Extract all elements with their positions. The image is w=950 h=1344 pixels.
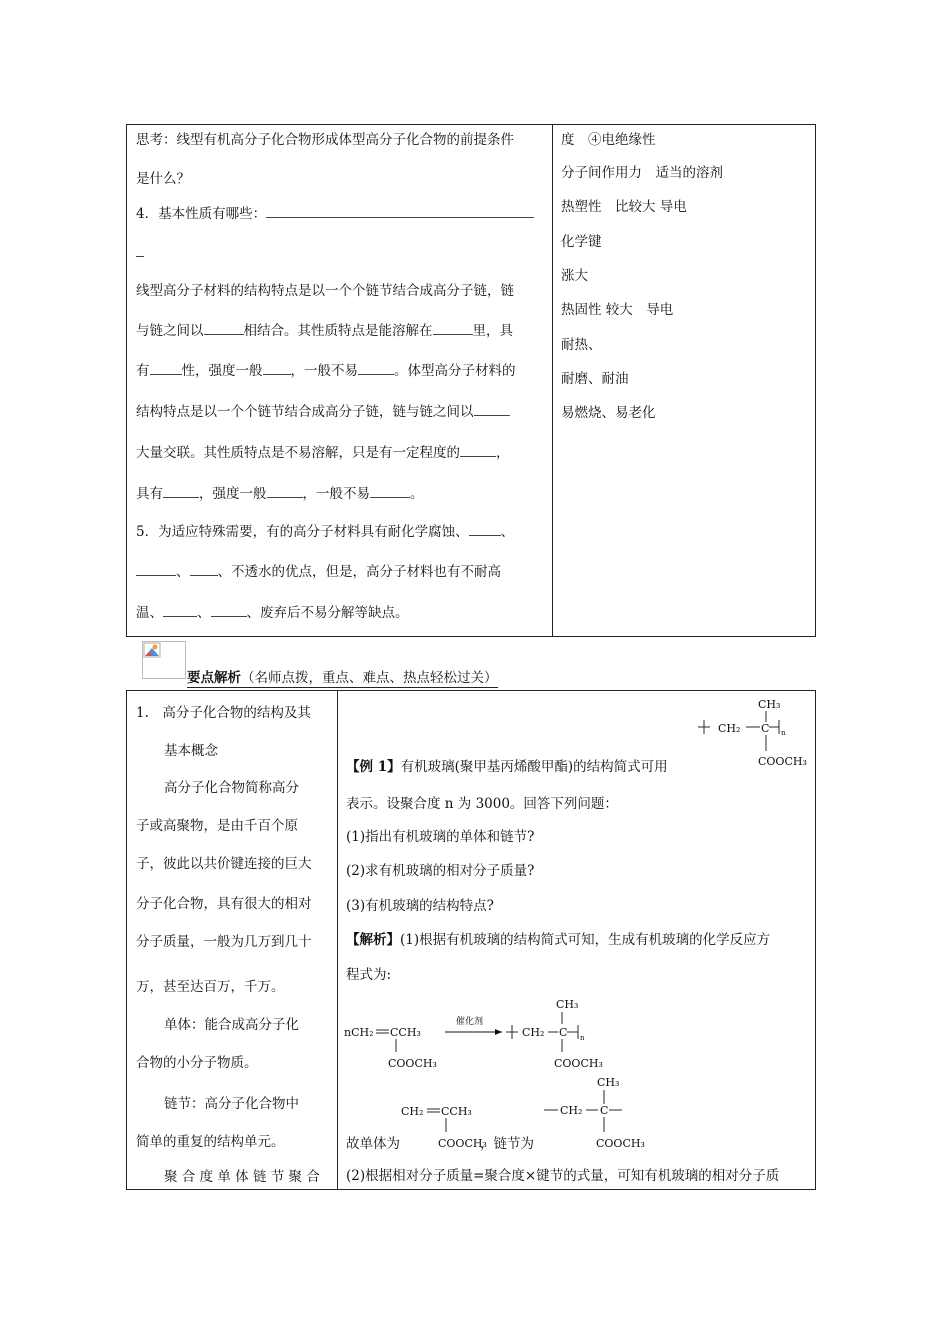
analysis-line: 程式为: [346, 967, 392, 983]
text-span: 性，强度一般 [181, 363, 263, 379]
ch2-label: CH₂ [522, 1026, 545, 1039]
answer-blank [433, 322, 473, 335]
c-label: C [559, 1026, 568, 1039]
concept-line: 分子质量，一般为几万到几十 [136, 934, 312, 950]
concept-line: 链节：高分子化合物中 [164, 1096, 299, 1112]
answer-blank [190, 563, 218, 576]
text-span: ，一般不易 [302, 486, 370, 502]
question-line: (1)指出有机玻璃的单体和链节? [346, 829, 535, 845]
paragraph-line [136, 485, 424, 503]
cooch3-label: COOCH₃ [596, 1137, 645, 1150]
cooch3-label: COOCH₃ [554, 1057, 603, 1070]
text-span: 5．为适应特殊需要，有的高分子材料具有耐化学腐蚀、 [136, 524, 469, 540]
text-span: 里，具 [472, 323, 513, 339]
blank-continuation [136, 244, 144, 262]
answer-line: 热塑性 比较大 导电 [561, 199, 687, 215]
paragraph-line: 线型高分子材料的结构特点是以一个个链节结合成高分子链，链 [136, 283, 514, 299]
text-span: 、 [500, 524, 515, 540]
text-span: 、 [197, 605, 211, 621]
text-span: (1)根据有机玻璃的结构简式可知，生成有机玻璃的化学反应方 [400, 932, 771, 948]
monomer-prefix: 故单体为 [346, 1136, 400, 1152]
paragraph-line [136, 403, 510, 421]
text-span: 相结合。其性质特点是能溶解在 [243, 323, 433, 339]
answer-blank [358, 362, 394, 375]
unit-prefix: ，链节为 [480, 1136, 534, 1152]
ch2-label: CH₂ [560, 1104, 583, 1117]
example-label: 【例 1】 [346, 759, 401, 775]
answer-blank [163, 485, 199, 498]
heading-bold: 要点解析 [187, 670, 241, 686]
text-span: ，一般不易 [290, 363, 358, 379]
answer-blank [474, 403, 510, 416]
paragraph-line [136, 322, 513, 340]
catalyst-label: 催化剂 [456, 1017, 484, 1027]
answer-blank [266, 205, 534, 218]
n-ch2-label: nCH₂ [344, 1026, 374, 1039]
text-span: 、不透水的优点，但是，高分子材料也有不耐高 [217, 564, 501, 580]
answer-line: 热固性 较大 导电 [561, 302, 674, 318]
reaction-equation [342, 992, 642, 1076]
text-span: 与链之间以 [136, 323, 204, 339]
concept-line: 基本概念 [164, 743, 218, 759]
paragraph-line [136, 362, 516, 380]
example-line [346, 758, 668, 776]
top-table [126, 124, 816, 637]
concept-line: 子，彼此以共价键连接的巨大 [136, 856, 312, 872]
basic-properties-label: 4．基本性质有哪些： [136, 206, 267, 222]
ch3-label: CH₃ [597, 1076, 620, 1089]
top-table-divider [552, 124, 553, 637]
answer-blank [469, 523, 501, 536]
text-span: ，强度一般 [199, 486, 267, 502]
text-span: 大量交联。其性质特点是不易溶解，只是有一定程度的 [136, 445, 460, 461]
concept-line: 高分子化合物简称高分 [164, 780, 299, 796]
answer-blank [370, 485, 410, 498]
paragraph-line [136, 563, 501, 581]
text-span: 、 [176, 564, 190, 580]
text-span: 温、 [136, 605, 163, 621]
section-heading [187, 666, 498, 688]
concept-line: 分子化合物，具有很大的相对 [136, 896, 312, 912]
text-span: 、废弃后不易分解等缺点。 [246, 605, 409, 621]
concept-line: 万，甚至达百万，千万。 [136, 979, 285, 995]
ch2-label: CH₂ [718, 722, 741, 735]
concept-line: 聚 合 度 单 体 链 节 聚 合 [164, 1169, 320, 1185]
answer-blank [136, 244, 144, 257]
cooch3-label: COOCH₃ [438, 1137, 487, 1150]
c-label: C [761, 722, 770, 735]
ch3-label: CH₃ [556, 998, 579, 1011]
ch3-label: CH₃ [758, 698, 781, 711]
text-span: ， [496, 445, 510, 461]
example-line: 表示。设聚合度 n 为 3000。回答下列问题： [346, 796, 618, 812]
text-span: 有 [136, 363, 150, 379]
concept-line: 简单的重复的结构单元。 [136, 1134, 285, 1150]
think-question-line-1: 思考：线型有机高分子化合物形成体型高分子化合物的前提条件 [136, 132, 514, 148]
answer-blank [267, 485, 303, 498]
cch3-label: CCH₃ [390, 1026, 421, 1039]
concept-line: 1. 高分子化合物的结构及其 [136, 705, 311, 721]
text-span: 。 [410, 486, 424, 502]
text-span: 具有 [136, 486, 163, 502]
repeat-unit-structure [540, 1072, 660, 1154]
question-line: (2)求有机玻璃的相对分子质量? [346, 863, 535, 879]
text-span: 结构特点是以一个个链节结合成高分子链，链与链之间以 [136, 404, 474, 420]
analysis-label: 【解析】 [346, 932, 400, 948]
cooch3-label: COOCH₃ [388, 1057, 437, 1070]
image-placeholder-icon [142, 641, 186, 679]
answer-line: 耐磨、耐油 [561, 371, 629, 387]
concept-line: 合物的小分子物质。 [136, 1055, 258, 1071]
n-subscript: n [781, 729, 786, 737]
answer-line: 耐热、 [561, 337, 602, 353]
paragraph-line [136, 604, 409, 622]
bottom-table-divider [337, 690, 338, 1190]
text-span: 有机玻璃(聚甲基丙烯酸甲酯)的结构简式可用 [400, 759, 668, 775]
c-label: C [600, 1104, 609, 1117]
n-subscript: n [580, 1034, 585, 1042]
analysis-line [346, 931, 770, 949]
polymer-formula [686, 693, 814, 773]
ch2-label: CH₂ [401, 1105, 424, 1118]
answer-line: 易燃烧、易老化 [561, 405, 656, 421]
paragraph-line [136, 523, 514, 541]
answer-blank [263, 362, 291, 375]
cooch3-label: COOCH₃ [758, 755, 807, 768]
text-span: 。体型高分子材料的 [394, 363, 516, 379]
answer-blank [204, 322, 244, 335]
question-line: (3)有机玻璃的结构特点? [346, 898, 494, 914]
answer-blank [211, 604, 247, 617]
concept-line: 单体：能合成高分子化 [164, 1017, 299, 1033]
analysis-line: (2)根据相对分子质量=聚合度×键节的式量，可知有机玻璃的相对分子质 [346, 1168, 780, 1184]
concept-line: 子或高聚物，是由千百个原 [136, 818, 298, 834]
answer-blank [460, 444, 496, 457]
basic-properties-question [136, 205, 534, 223]
answer-blank [150, 362, 182, 375]
think-question-line-2: 是什么？ [136, 171, 190, 187]
answer-line: 分子间作用力 适当的溶剂 [561, 165, 723, 181]
heading-note: （名师点拨，重点、难点、热点轻松过关） [241, 670, 498, 686]
answer-line: 化学键 [561, 234, 602, 250]
monomer-structure [398, 1100, 487, 1154]
paragraph-line [136, 444, 510, 462]
cch3-label: CCH₃ [441, 1105, 472, 1118]
answer-line: 度 ④电绝缘性 [561, 132, 656, 148]
answer-blank [163, 604, 197, 617]
answer-blank [136, 563, 176, 576]
answer-line: 涨大 [561, 268, 588, 284]
